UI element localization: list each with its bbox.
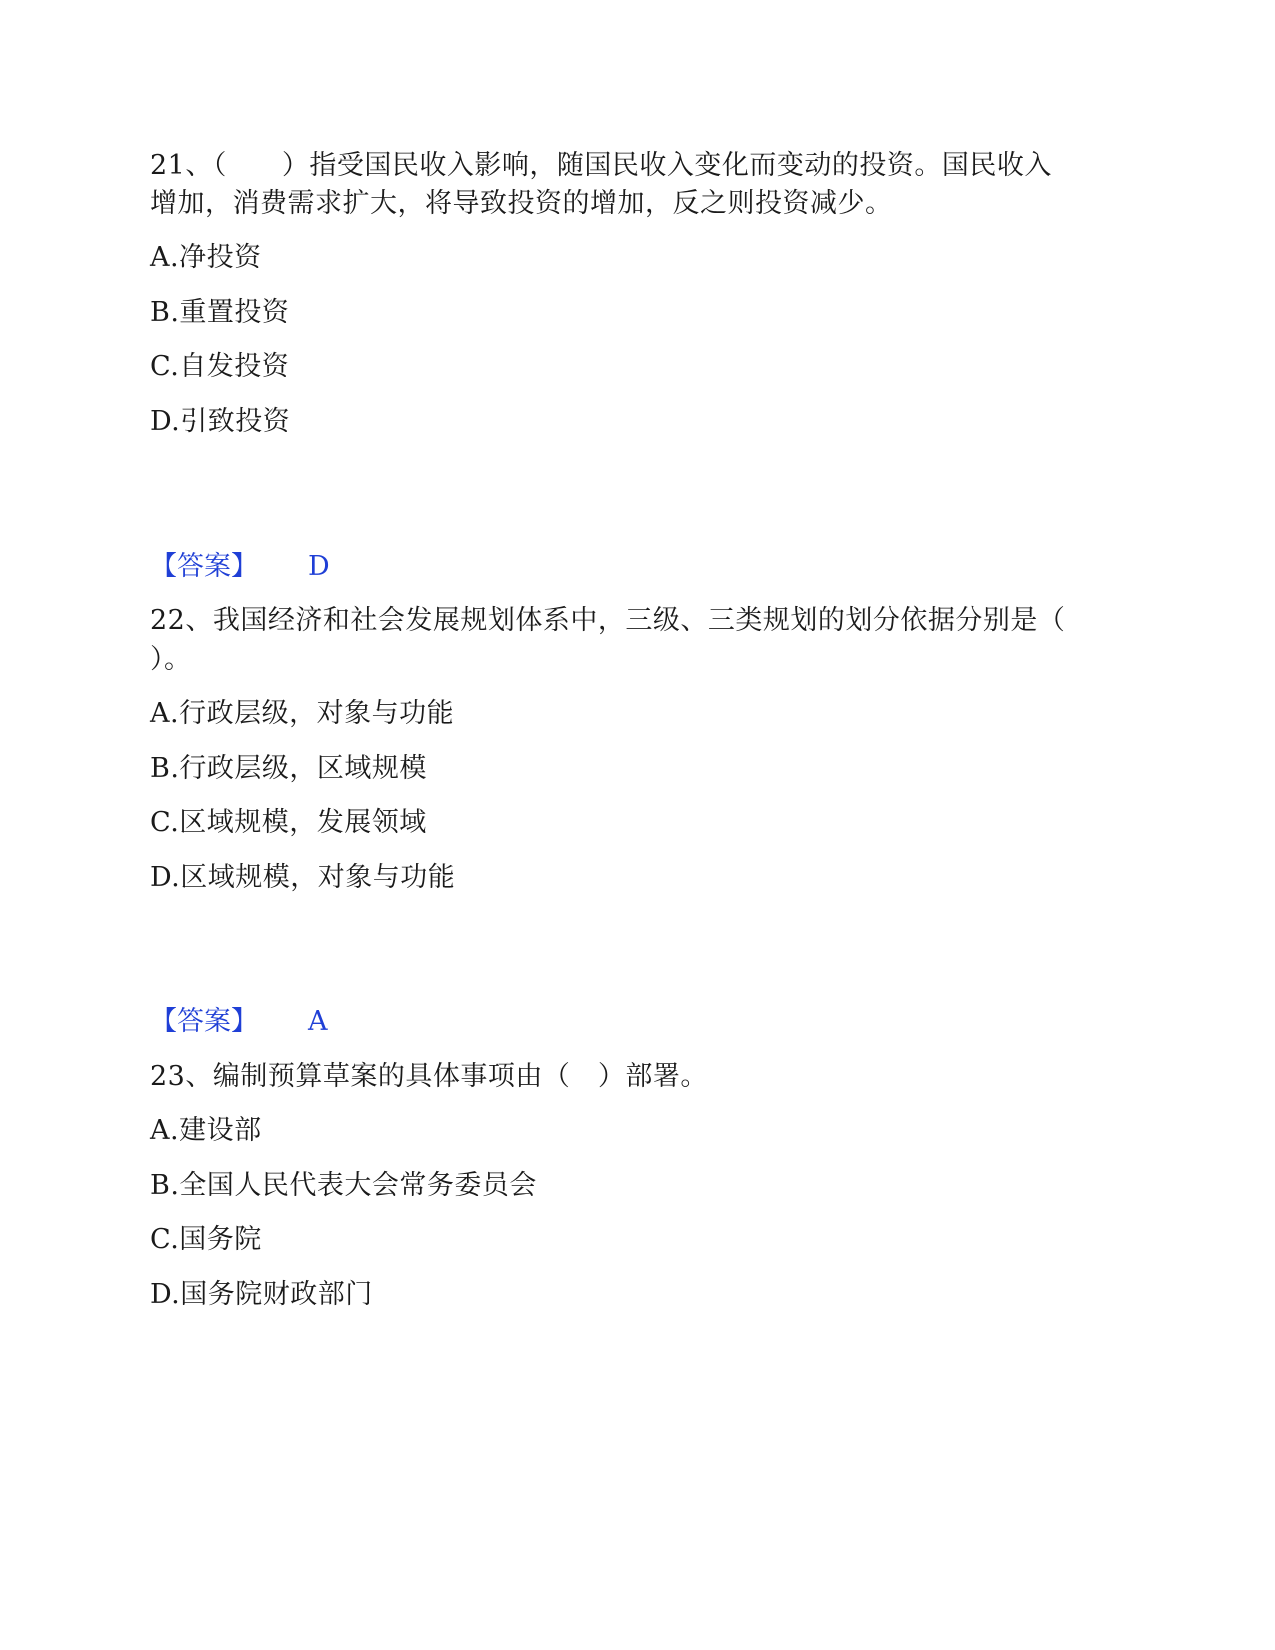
question-22-option-d: D.区域规模，对象与功能 — [150, 862, 456, 893]
question-21-option-b: B.重置投资 — [150, 297, 290, 328]
question-22-stem-line-2: ）。 — [150, 644, 192, 675]
answer-value: A — [308, 1006, 328, 1037]
question-23-stem-line-1: 23、编制预算草案的具体事项由（ ）部署。 — [150, 1061, 708, 1092]
question-23-option-a: A.建设部 — [150, 1115, 262, 1146]
answer-label: 【答案】 — [150, 1006, 258, 1037]
question-22-answer — [150, 1002, 328, 1042]
question-22-option-c: C.区域规模，发展领域 — [150, 807, 427, 838]
question-22-option-a: A.行政层级，对象与功能 — [150, 698, 455, 729]
question-23-option-d: D.国务院财政部门 — [150, 1279, 373, 1310]
answer-value: D — [308, 551, 330, 582]
question-21-option-c: C.自发投资 — [150, 351, 290, 382]
question-21-option-a: A.净投资 — [150, 242, 262, 273]
question-21-stem-line-1: 21、（ ）指受国民收入影响，随国民收入变化而变动的投资。国民收入 — [150, 150, 1052, 181]
question-22-stem-line-1: 22、我国经济和社会发展规划体系中，三级、三类规划的划分依据分别是（ — [150, 605, 1066, 636]
question-21-answer — [150, 547, 330, 587]
question-22-option-b: B.行政层级，区域规模 — [150, 753, 427, 784]
question-23-option-c: C.国务院 — [150, 1224, 262, 1255]
question-21-option-d: D.引致投资 — [150, 406, 291, 437]
question-21-stem-line-2: 增加，消费需求扩大，将导致投资的增加，反之则投资减少。 — [150, 188, 893, 219]
question-23-option-b: B.全国人民代表大会常务委员会 — [150, 1170, 537, 1201]
answer-label: 【答案】 — [150, 551, 258, 582]
